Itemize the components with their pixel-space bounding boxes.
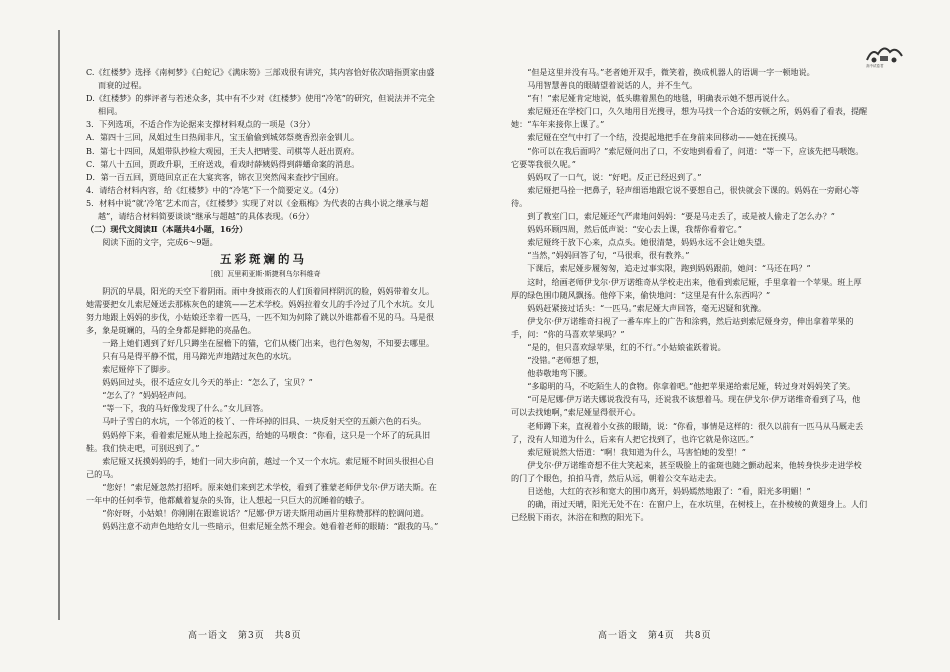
left-page <box>86 66 441 533</box>
story-paragraph: 只有马是得平静不慌，用马蹄光声地踏过灰色的水坑。 <box>102 350 297 361</box>
binding-edge-line <box>58 30 60 620</box>
story-paragraph: “您好！”索尼娅忽然打招呼。原来她们来到艺术学校，看到了雅蒙老师伊戈尔·伊万诺夫斯。在一年中的任何季节，他都戴着复杂的头饰，让人想起一只巨大的沉睡着的蛾子。 <box>86 481 437 505</box>
story-paragraph: 妈妈赶紧接过话头：“一匹马。”索尼娅大声回答，毫无迟疑和犹豫。 <box>527 302 767 313</box>
story-paragraph: 妈妈环顾四周，然后低声说：“安心去上课，我帮你看着它。” <box>527 224 742 235</box>
publisher-logo-icon <box>864 42 906 66</box>
story-author: ［俄］瓦里莉亚斯·斯捷利乌尔科维奇 <box>206 270 321 279</box>
question-paragraph: C．第八十五回，贾政升职，王府送戏，看戏时薛姨妈得到薛蟠命案的消息。 <box>86 158 360 169</box>
story-paragraph: 伊戈尔·伊万诺维奇扫视了一番车库上的广告和涂鸦，然后站到索尼娅身旁，伸出拿着苹果的手，问：“你的马喜欢苹果吗？” <box>511 315 854 339</box>
story-paragraph: 索尼娅又抚摸妈妈的手，她们一同大步向前，越过一个又一个水坑。索尼娅不时回头很担心自己的马。 <box>86 455 435 479</box>
story-paragraph: 到了教室门口，索尼娅还气严肃地问妈妈：“要是马走丢了，或是被人偷走了怎么办？” <box>527 211 835 222</box>
question-paragraph: A．第四十三回，凤姐过生日热闹非凡，宝玉偷偷到城郊祭奠香烈亲金钏儿。 <box>86 132 359 143</box>
story-paragraph: “怎么了？”妈妈轻声问。 <box>102 390 192 401</box>
story-paragraph: 索尼娅停下了脚步。 <box>102 364 176 375</box>
left-page-footer: 高一语文 第3页 共8页 <box>188 631 302 641</box>
right-page-story <box>511 66 868 524</box>
story-paragraph: 索尼娅说然大悟道：“啊！我知道为什么，马害怕她的发型！” <box>527 446 746 457</box>
story-paragraph: 索尼娅在空气中打了一个结，没提起地把手在身前来回移动——她在抚摸马。 <box>527 132 803 143</box>
story-paragraph: 索尼娅终于放下心来，点点头。她很清楚，妈妈永远不会让她失望。 <box>527 237 771 248</box>
left-page-story <box>86 285 441 534</box>
story-paragraph: “你好呀，小姑娘！你刚刚在跟谁说话？”尼娜·伊万诺夫斯用动画片里称赞那样的腔调问道。 <box>102 508 429 519</box>
story-paragraph: 伊戈尔·伊万诺维奇想不住大笑起来，甚至吸脸上的雀斑也随之颤动起来，他转身快步走进学校的门了个眼色，拍拍马背，然后从远，朝着公交车站走去。 <box>511 459 862 483</box>
question-paragraph: D.《红楼梦》的葬评者与若述众多，其中有不少对《红楼梦》使用“冷笔”的研究，但说法并不完全相同。 <box>86 93 435 117</box>
question-paragraph: 4．请结合材料内容，给《红楼梦》中的“冷笔”下一个简要定义。（4分） <box>86 184 344 195</box>
story-paragraph: 索尼娅把马拴一把鼻子，轻声细语地跟它说不要想自己，很快就会下课的。妈妈在一旁耐心等待。 <box>511 184 860 208</box>
question-paragraph: 5．材料中说“就‘冷笔’艺术而言，《红楼梦》实现了对以《金瓶梅》为代表的古典小说之继承与超越”，请结合材料简要谈谈“继承与超越”的具体表现。（6分） <box>86 197 429 222</box>
story-paragraph: 这时，给画老师伊戈尔·伊万诺维奇从学校走出来，他看到索尼娅，手里拿着一个苹果。班上厚厚的绿色围巾随风飘扬。他停下来，偷快地问：“这里是有什么东西吗？” <box>511 276 862 300</box>
right-page-footer: 高一语文 第4页 共8页 <box>598 631 712 641</box>
publisher-logo-text: 高中试卷君 <box>866 64 884 68</box>
story-paragraph: “没错。”老师想了想， <box>527 355 605 366</box>
story-paragraph: 他恭敬地弯下腰。 <box>527 368 592 379</box>
story-title: 五彩斑斓的马 <box>220 252 307 267</box>
story-paragraph: 妈妈回过头，很不适应女儿今天的举止：“怎么了，宝贝？” <box>102 377 313 388</box>
question-paragraph: 阅读下面的文字，完成6～9题。 <box>102 237 218 248</box>
story-paragraph: “是的，但只喜欢绿苹果，红的不行。”小姑娘雀跃着说。 <box>527 341 726 352</box>
story-paragraph: 妈妈叹了一口气，说：“好吧。反正已经迟到了。” <box>527 171 702 182</box>
story-paragraph: 下课后，索尼娅步履匆匆，追走过事实限，跑到妈妈跟前，她问：“马还在吗？” <box>527 263 811 274</box>
story-paragraph: “有！”索尼娅肯定地说，低头瞧着黑色的地毯，明确表示她不想再说什么。 <box>527 93 795 104</box>
question-paragraph: D．第一百五回，贾琏回京正在大宴宾客，锦衣卫突然闯来查抄宁国府。 <box>86 171 344 182</box>
story-paragraph: 阴沉的早晨，阳光的天空下着阴雨。雨中身披雨衣的人们顶着同样阴沉的脸，妈妈带着女儿。她需要把女儿索尼娅送去那栋灰色的建筑——艺术学校。妈妈拉着女儿的手冷过了几个水坑。女儿努力地跟上妈妈的步伐，小姑娘还幸着一匹马，一匹不知为何除了跳以外谁都看不见的马。马是很多，象是斑斓的，马的全身都是鲜艳的亮晶色。 <box>86 285 435 335</box>
story-paragraph: “等一下，我的马好像发现了什么。”女儿回答。 <box>102 403 269 414</box>
question-paragraph: 3．下列选项，不适合作为论据来支撑材料观点的一项是（3分） <box>86 119 315 130</box>
left-page-questions <box>86 66 441 249</box>
story-paragraph: “但是这里并没有马。”老者她开双手，微笑着，换成机器人的语调一字一顿地说。 <box>527 67 815 77</box>
story-paragraph: 索尼娅还在学校门口，久久地用目光搜寻，想为马找一个合适的安顿之所，妈妈看了看表，提醒她：“车年来接你上课了。” <box>511 106 868 130</box>
story-paragraph: “可是尼娜·伊万诺夫娜说我没有马，还说我不该想着马。现在伊戈尔·伊万诺维奇看到了马，他可以去找她啊，”索尼娅显得很开心。 <box>511 394 861 418</box>
story-paragraph: 马用智慧善良的眼睛望着说话的人，并不生气。 <box>527 80 698 91</box>
story-paragraph: 老师蹲下来，直视着小女孩的眼睛，说：“你看，事情是这样的：很久以前有一匹马从马厩走丢了，没有人知道为什么，后来有人把它找到了，也许它就是你这匹。” <box>511 420 864 444</box>
story-paragraph: 妈妈注意不动声色地给女儿一些暗示，但索尼娅全然不理会。她看着老师的眼睛：“跟我的马。” <box>102 521 439 532</box>
story-paragraph: 目送他，大红的衣衫和宽大的围巾离开，妈妈嫣然地跟了：“看，阳光多明媚！” <box>527 486 811 496</box>
story-paragraph: 妈妈停下来，看着索尼娅从地上捡起东西，给她的马喂食：“你看，这只是一个坏了的玩具旧鞋。我们快走吧，可别迟到了。” <box>86 429 431 453</box>
story-paragraph: 马叶子雪白的水坑，一个邻近的枝丫、一件坏掉的旧具、一块反射天空的五颜六色的石头。 <box>102 416 426 427</box>
right-page <box>511 66 868 524</box>
story-paragraph: “你可以在我后面吗？”索尼娅问出了口，不安地到看看了，问道：“等一下，应该先把马喂饱。它要等我很久呢。” <box>511 145 864 169</box>
question-paragraph: C.《红楼梦》选择《南柯梦》《白蛇记》《满床笏》三部戏很有讲究，其内容恰好依次暗指贾家由盛而衰的过程。 <box>86 67 435 91</box>
story-paragraph: 一路上她们遇到了好几只蹲坐在屋檐下的猫，它们从楼门出来，也行色匆匆，不知要去哪里。 <box>102 337 435 348</box>
story-paragraph: 的确，雨过天晴，阳光无处不在：在窗户上，在水坑里，在树枝上，在扑棱棱的黄翅身上。人们已经脱下雨衣，沐浴在和煦的阳光下。 <box>511 499 868 523</box>
question-paragraph: B．第七十四回，凤姐带队抄检大观园，王夫人把晴雯、司棋等人赶出贾府。 <box>86 145 360 156</box>
story-paragraph: “当然，”妈妈回答了句，“马很乖，很有教养。” <box>527 250 690 261</box>
question-paragraph: （二）现代文阅读Ⅱ（本题共4小题，16分） <box>86 224 248 235</box>
story-paragraph: “多聪明的马，不吃陌生人的食物。你拿着吧。”他把苹果递给索尼娅，转过身对妈妈笑了笑。 <box>527 381 856 392</box>
